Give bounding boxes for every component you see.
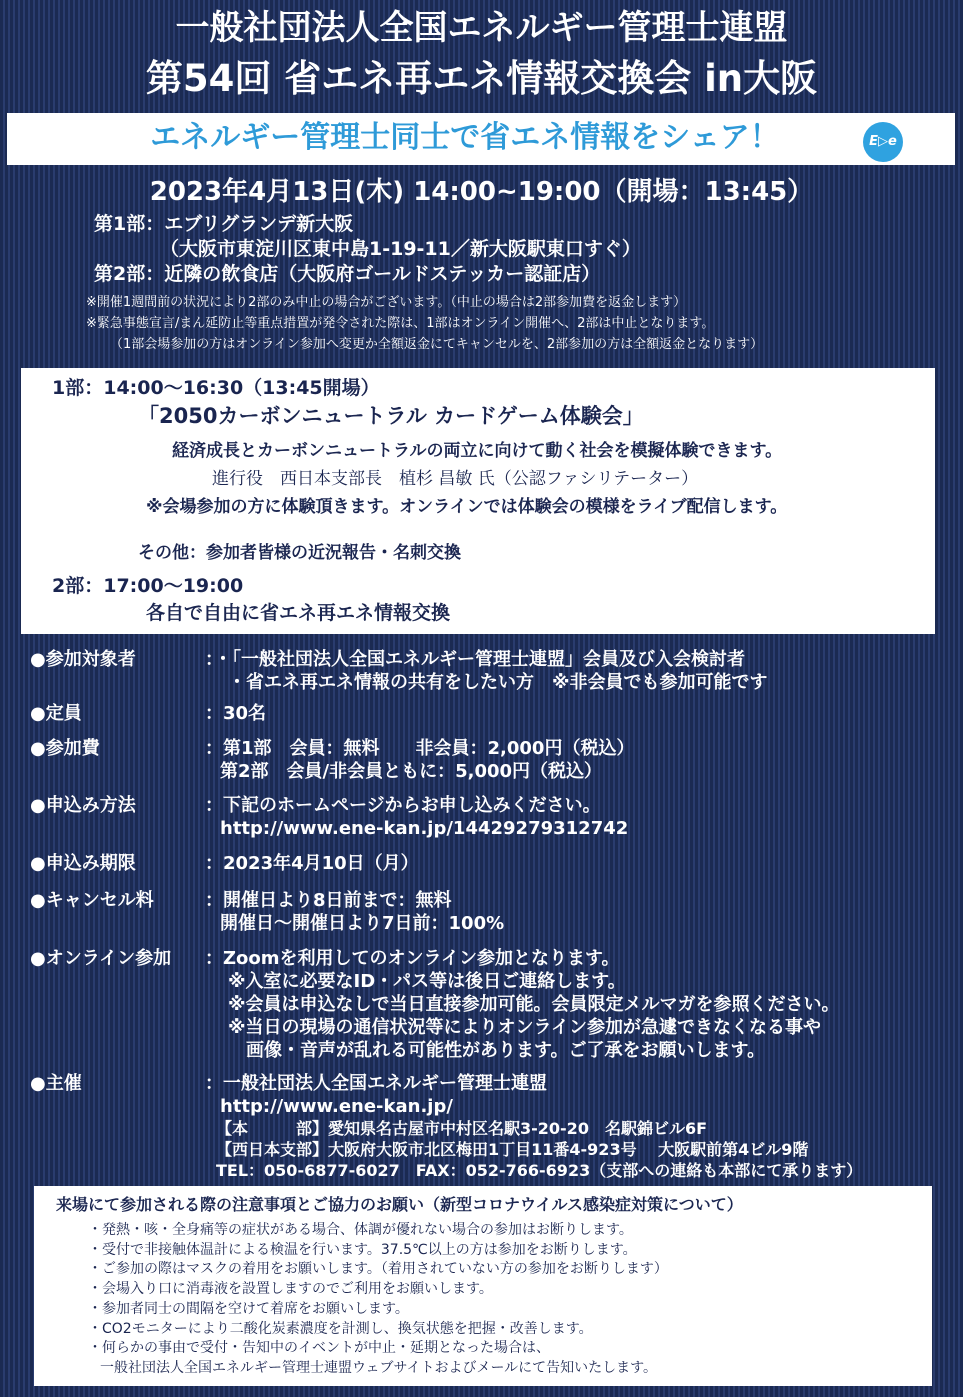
target-line: ：・「一般社団法人全国エネルギー管理士連盟」会員及び入会検討者	[205, 649, 745, 670]
host-label: ●主催	[30, 1073, 82, 1094]
part1-facilitator: 進行役 西日本支部長 植杉 昌敏 氏（公認ファシリテーター）	[212, 469, 699, 489]
online-line: ：Zoomを利用してのオンライン参加となります。	[205, 948, 620, 969]
notice-item: ・発熱・咳・全身痛等の症状がある場合、体調が優れない場合の参加はお断りします。	[88, 1222, 633, 1238]
notice-item: ・CO2モニターにより二酸化炭素濃度を計測し、換気状態を把握・改善します。	[88, 1320, 593, 1337]
schedule-note: （1部会場参加の方はオンライン参加へ変更か全額返金にてキャンセルを、2部参加の方は全額返金となります）	[110, 337, 764, 352]
event-datetime: 2023年4月13日(木) 14:00~19:00（開場：13:45）	[149, 177, 814, 207]
schedule-note: ※緊急事態宣言/まん延防止等重点措置が発令された際は、1部はオンライン開催へ、2部は中止となります。	[86, 316, 715, 331]
deadline-value: ：2023年4月10日（月）	[205, 853, 419, 874]
part2-venue: 第2部：近隣の飲食店（大阪府ゴールドステッカー認証店）	[94, 263, 601, 285]
cancel-line: ：開催日より8日前まで：無料	[205, 890, 452, 911]
org-title: 一般社団法人全国エネルギー管理士連盟	[175, 8, 788, 48]
cancel-line: 開催日～開催日より7日前：100%	[220, 913, 505, 934]
host-contact: TEL：050-6877-6027 FAX：052-766-6923（支部への連絡も本部にて承ります）	[216, 1161, 863, 1180]
part1-note: ※会場参加の方に体験頂きます。オンラインでは体験会の模様をライブ配信します。	[146, 497, 788, 517]
part1-other: その他：参加者皆様の近況報告・名刺交換	[138, 543, 461, 563]
host-west-address: 【西日本支部】大阪府大阪市北区梅田1丁目11番4-923号 大阪駅前第4ビル9階	[216, 1140, 809, 1159]
part2-description: 各自で自由に省エネ再エネ情報交換	[146, 602, 451, 624]
event-title: 第54回 省エネ再エネ情報交換会 in大阪	[145, 57, 818, 100]
deadline-label: ●申込み期限	[30, 853, 136, 874]
online-line: 画像・音声が乱れる可能性があります。ご了承をお願いします。	[246, 1040, 766, 1061]
target-label: ●参加対象者	[30, 649, 136, 670]
online-line: ※当日の現場の通信状況等によりオンライン参加が急遽できなくなる事や	[228, 1017, 821, 1038]
apply-url-link[interactable]: http://www.ene-kan.jp/14429279312742	[220, 818, 629, 839]
fee-label: ●参加費	[30, 738, 100, 759]
notice-item: ・ご参加の際はマスクの着用をお願いします。（着用されていない方の参加をお断りします）	[88, 1261, 668, 1278]
notice-item: ・何らかの事由で受付・告知中のイベントが中止・延期となった場合は、	[88, 1340, 550, 1357]
target-line: ・省エネ再エネ情報の共有をしたい方 ※非会員でも参加可能です	[228, 672, 768, 693]
notice-item: 一般社団法人全国エネルギー管理士連盟ウェブサイトおよびメールにて告知いたします。	[100, 1359, 658, 1376]
notice-heading: 来場にて参加される際の注意事項とご協力のお願い（新型コロナウイルス感染症対策について）	[56, 1195, 743, 1214]
online-line: ※会員は申込なしで当日直接参加可能。会員限定メルマガを参照ください。	[228, 994, 840, 1015]
online-label: ●オンライン参加	[30, 948, 172, 969]
tagline: エネルギー管理士同士で省エネ情報をシェア！	[150, 120, 780, 155]
host-hq-address: 【本 部】愛知県名古屋市中村区名駅3-20-20 名駅錦ビル6F	[216, 1119, 708, 1138]
apply-label: ●申込み方法	[30, 795, 136, 816]
part2-time: 2部：17:00～19:00	[52, 575, 244, 597]
fee-line: 第2部 会員/非会員ともに：5,000円（税込）	[220, 761, 603, 782]
online-line: ※入室に必要なID・パス等は後日ご連絡します。	[228, 971, 626, 992]
host-url-link[interactable]: http://www.ene-kan.jp/	[220, 1096, 453, 1117]
logo: E▷e	[863, 122, 903, 162]
part1-address: （大阪市東淀川区東中島1-19-11／新大阪駅東口すぐ）	[160, 238, 641, 260]
notice-item: ・受付で非接触体温計による検温を行います。37.5℃以上の方は参加をお断りします。	[88, 1241, 637, 1258]
schedule-note: ※開催1週間前の状況により2部のみ中止の場合がございます。（中止の場合は2部参加費を返金します）	[86, 295, 687, 310]
capacity-value: ：30名	[205, 703, 267, 724]
part1-venue: 第1部：エブリグランデ新大阪	[94, 213, 354, 235]
capacity-label: ●定員	[30, 703, 82, 724]
cancel-label: ●キャンセル料	[30, 890, 154, 911]
notice-item: ・会場入り口に消毒液を設置しますのでご利用をお願いします。	[88, 1281, 493, 1298]
part1-title: 「2050カーボンニュートラル カードゲーム体験会」	[138, 404, 644, 428]
part1-time: 1部：14:00～16:30（13:45開場）	[52, 377, 380, 399]
host-name: ：一般社団法人全国エネルギー管理士連盟	[205, 1073, 547, 1094]
apply-line: ：下記のホームページからお申し込みください。	[205, 795, 601, 816]
notice-item: ・参加者同士の間隔を空けて着席をお願いします。	[88, 1300, 409, 1317]
fee-line: ：第1部 会員：無料 非会員：2,000円（税込）	[205, 738, 635, 759]
part1-description: 経済成長とカーボンニュートラルの両立に向けて動く社会を模擬体験できます。	[172, 441, 783, 461]
